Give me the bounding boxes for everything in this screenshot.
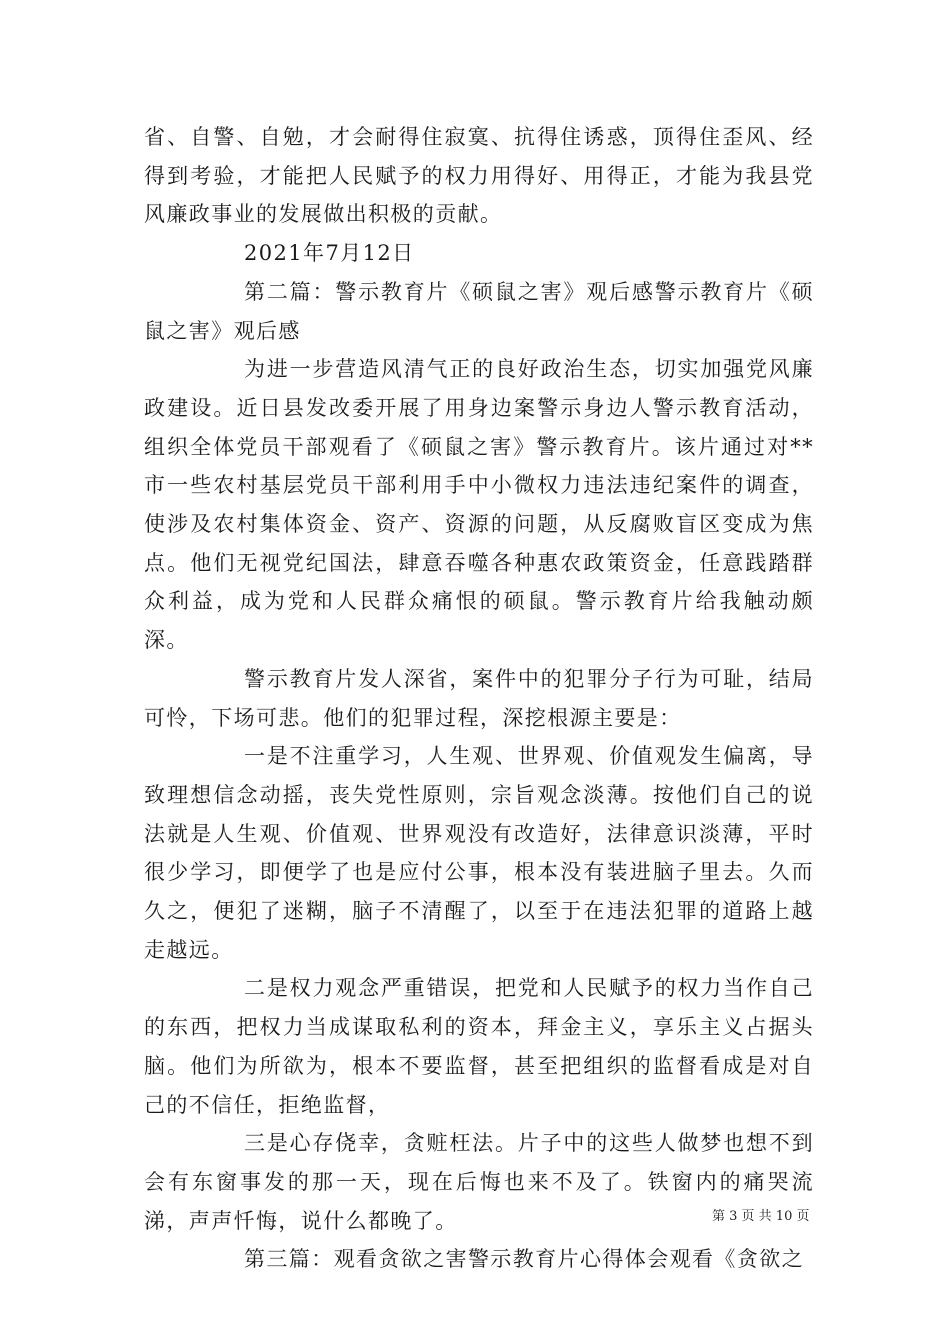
document-body xyxy=(144,118,814,1279)
page-number-footer: 第 3 页 共 10 页 xyxy=(712,1209,810,1224)
paragraph-intro: 为进一步营造风清气正的良好政治生态，切实加强党风廉政建设。近日县发改委开展了用身边案警示身边人警示教育活动，组织全体党员干部观看了《硕鼠之害》警示教育片。该片通过对**市一些农村基层党员干部利用手中小微权力违法违纪案件的调查，使涉及农村集体资金、资产、资源的问题，从反腐败盲区变成为焦点。他们无视党纪国法，肆意吞噬各种惠农政策资金，任意践踏群众利益，成为党和人民群众痛恨的硕鼠。警示教育片给我触动颇深。 xyxy=(144,357,814,653)
section-heading-3: 第三篇：观看贪欲之害警示教育片心得体会观看《贪欲之 xyxy=(244,1247,804,1272)
paragraph-reflection: 警示教育片发人深省，案件中的犯罪分子行为可耻，结局可怜，下场可悲。他们的犯罪过程，深挖根源主要是： xyxy=(144,666,814,730)
date-line: 2021年7月12日 xyxy=(244,241,415,266)
paragraph-point-2: 二是权力观念严重错误，把党和人民赋予的权力当作自己的东西，把权力当成谋取私利的资本，拜金主义，享乐主义占据头脑。他们为所欲为，根本不要监督，甚至把组织的监督看成是对自己的不信任，拒绝监督， xyxy=(144,976,814,1117)
section-heading-2: 第二篇：警示教育片《硕鼠之害》观后感警示教育片《硕鼠之害》观后感 xyxy=(144,279,814,343)
paragraph-point-3: 三是心存侥幸，贪赃枉法。片子中的这些人做梦也想不到会有东窗事发的那一天，现在后悔也来不及了。铁窗内的痛哭流涕，声声忏悔，说什么都晚了。 xyxy=(144,1131,814,1233)
paragraph-point-1: 一是不注重学习，人生观、世界观、价值观发生偏离，导致理想信念动摇，丧失党性原则，宗旨观念淡薄。按他们自己的说法就是人生观、价值观、世界观没有改造好，法律意识淡薄，平时很少学习，即便学了也是应付公事，根本没有装进脑子里去。久而久之，便犯了迷糊，脑子不清醒了，以至于在违法犯罪的道路上越走越远。 xyxy=(144,744,814,962)
paragraph-continuation: 省、自警、自勉，才会耐得住寂寞、抗得住诱惑，顶得住歪风、经得到考验，才能把人民赋予的权力用得好、用得正，才能为我县党风廉政事业的发展做出积极的贡献。 xyxy=(144,125,814,227)
